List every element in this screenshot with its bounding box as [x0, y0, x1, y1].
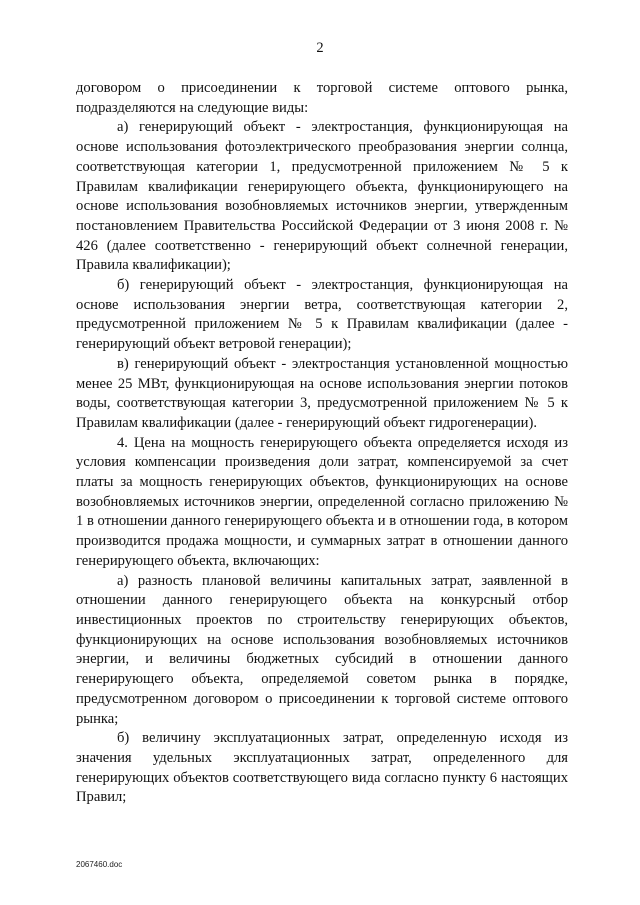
paragraph-clause-4-item-a: а) разность плановой величины капитальных затрат, заявленной в отношении данного генерирующего объекта на конкурсный отбор инвестиционных проектов по строительству генерирующих объектов, функционирующих на основе использования возобновляемых источников энергии, и величины бюджетных субсидий в отношении данного генерирующего объекта, определяемой советом рынка в порядке, предусмотренном договором о присоединении к торговой системе оптового рынка; — [76, 572, 568, 727]
paragraph-item-a-solar: а) генерирующий объект - электростанция, функционирующая на основе использования фотоэлектрического преобразования энергии солнца, соответствующая категории 1, предусмотренной приложением № 5 к Правилам квалификации генерирующего объекта, функционирующего на основе использования возобновляемых источников энергии, утвержденным постановлением Правительства Российской Федерации от 3 июня 2008 г. № 426 (далее соответственно - генерирующий объект солнечной генерации, Правила квалификации); — [76, 119, 568, 274]
page-number: 2 — [316, 40, 324, 56]
paragraph-continuation: договором о присоединении к торговой системе оптового рынка, подразделяются на следующие виды: — [76, 80, 568, 116]
paragraph-item-v-hydro: в) генерирующий объект - электростанция установленной мощностью менее 25 МВт, функционирующая на основе использования энергии потоков воды, соответствующая категории 3, предусмотренной приложением № 5 к Правилам квалификации (далее - генерирующий объект гидрогенерации). — [76, 355, 568, 431]
paragraph-item-b-wind: б) генерирующий объект - электростанция, функционирующая на основе использования энергии ветра, соответствующая категории 2, предусмотренной приложением № 5 к Правилам квалификации (далее - генерирующий объект ветровой генерации); — [76, 277, 568, 353]
paragraph-clause-4-item-b: б) величину эксплуатационных затрат, определенную исходя из значения удельных эксплуатационных затрат, определенного для генерирующих объектов соответствующего вида согласно пункту 6 настоящих Правил; — [76, 730, 568, 806]
document-body — [76, 79, 568, 808]
paragraph-clause-4: 4. Цена на мощность генерирующего объекта определяется исходя из условия компенсации произведения доли затрат, компенсируемой за счет платы за мощность генерирующих объектов, функционирующих на основе возобновляемых источников энергии, определенной согласно приложению № 1 в отношении данного генерирующего объекта и в отношении года, в котором производится продажа мощности, и суммарных затрат в отношении данного генерирующего объекта, включающих: — [76, 434, 568, 569]
footer-filename: 2067460.doc — [76, 860, 123, 869]
